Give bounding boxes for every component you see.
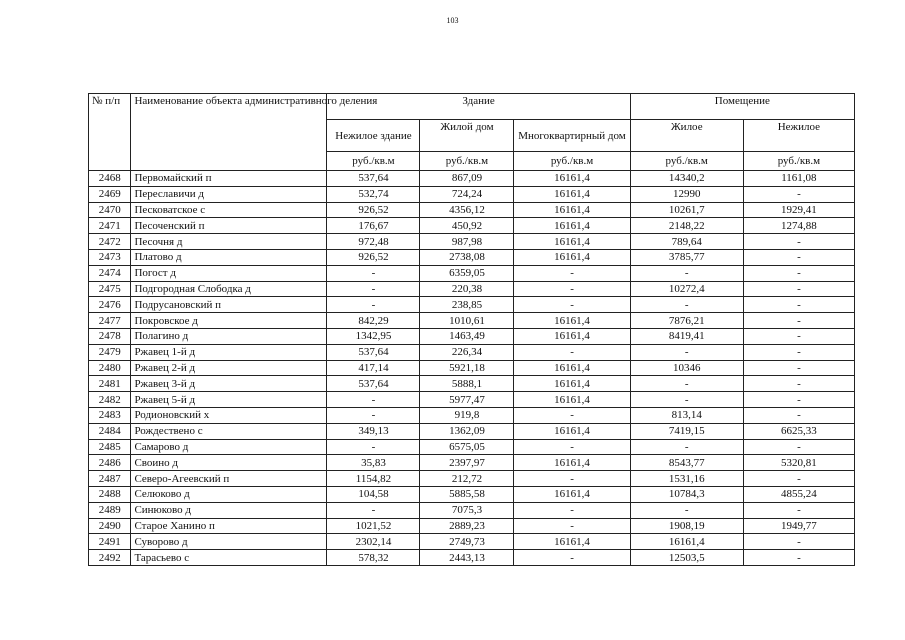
nonresidential-building-value: 1342,95 xyxy=(327,328,420,344)
apartment-building-value: - xyxy=(514,344,630,360)
object-name: Ржавец 2-й д xyxy=(131,360,327,376)
row-number: 2486 xyxy=(89,455,131,471)
residential-premises-value: - xyxy=(630,265,743,281)
table-row xyxy=(89,328,855,344)
nonresidential-premises-value: - xyxy=(743,328,854,344)
nonresidential-premises-value: 1929,41 xyxy=(743,202,854,218)
nonresidential-premises-value: - xyxy=(743,265,854,281)
apartment-building-value: - xyxy=(514,265,630,281)
row-number: 2470 xyxy=(89,202,131,218)
object-name: Песочня д xyxy=(131,234,327,250)
residential-house-value: 220,38 xyxy=(420,281,514,297)
object-name: Песоченский п xyxy=(131,218,327,234)
nonresidential-building-value: 926,52 xyxy=(327,202,420,218)
nonresidential-building-value: 176,67 xyxy=(327,218,420,234)
apartment-building-value: - xyxy=(514,297,630,313)
unit-label: руб./кв.м xyxy=(743,152,854,171)
residential-premises-value: 8419,41 xyxy=(630,328,743,344)
table-row xyxy=(89,234,855,250)
row-number: 2488 xyxy=(89,486,131,502)
residential-house-value: 2749,73 xyxy=(420,534,514,550)
unit-label: руб./кв.м xyxy=(327,152,420,171)
header-nonresidential-premises: Нежилое xyxy=(743,120,854,152)
object-name: Полагино д xyxy=(131,328,327,344)
nonresidential-building-value: 537,64 xyxy=(327,376,420,392)
header-row-number: № п/п xyxy=(89,94,131,171)
object-name: Рождествено с xyxy=(131,423,327,439)
apartment-building-value: 16161,4 xyxy=(514,202,630,218)
row-number: 2472 xyxy=(89,234,131,250)
nonresidential-premises-value: - xyxy=(743,234,854,250)
residential-premises-value: 1531,16 xyxy=(630,471,743,487)
residential-house-value: 1362,09 xyxy=(420,423,514,439)
row-number: 2481 xyxy=(89,376,131,392)
residential-premises-value: 7876,21 xyxy=(630,313,743,329)
header-premises-group: Помещение xyxy=(630,94,854,120)
residential-premises-value: 3785,77 xyxy=(630,249,743,265)
header-building-group: Здание xyxy=(327,94,630,120)
table-row xyxy=(89,486,855,502)
table-row xyxy=(89,171,855,187)
nonresidential-premises-value: - xyxy=(743,534,854,550)
residential-house-value: 2397,97 xyxy=(420,455,514,471)
row-number: 2479 xyxy=(89,344,131,360)
table-row xyxy=(89,550,855,566)
table-row xyxy=(89,249,855,265)
residential-house-value: 724,24 xyxy=(420,186,514,202)
residential-premises-value: 7419,15 xyxy=(630,423,743,439)
residential-house-value: 1463,49 xyxy=(420,328,514,344)
residential-premises-value: 813,14 xyxy=(630,407,743,423)
nonresidential-building-value: - xyxy=(327,281,420,297)
object-name: Селюково д xyxy=(131,486,327,502)
row-number: 2478 xyxy=(89,328,131,344)
row-number: 2476 xyxy=(89,297,131,313)
residential-house-value: 2889,23 xyxy=(420,518,514,534)
nonresidential-premises-value: 1161,08 xyxy=(743,171,854,187)
nonresidential-premises-value: - xyxy=(743,392,854,408)
residential-house-value: 2738,08 xyxy=(420,249,514,265)
table-row xyxy=(89,281,855,297)
row-number: 2491 xyxy=(89,534,131,550)
nonresidential-premises-value: 6625,33 xyxy=(743,423,854,439)
apartment-building-value: 16161,4 xyxy=(514,234,630,250)
residential-house-value: 226,34 xyxy=(420,344,514,360)
row-number: 2485 xyxy=(89,439,131,455)
header-object-name: Наименование объекта административного деления xyxy=(131,94,327,171)
nonresidential-building-value: 537,64 xyxy=(327,344,420,360)
residential-house-value: 5921,18 xyxy=(420,360,514,376)
nonresidential-building-value: - xyxy=(327,392,420,408)
nonresidential-building-value: - xyxy=(327,407,420,423)
nonresidential-premises-value: - xyxy=(743,502,854,518)
residential-premises-value: 14340,2 xyxy=(630,171,743,187)
row-number: 2474 xyxy=(89,265,131,281)
nonresidential-premises-value: - xyxy=(743,313,854,329)
nonresidential-premises-value: - xyxy=(743,439,854,455)
apartment-building-value: - xyxy=(514,281,630,297)
nonresidential-building-value: 842,29 xyxy=(327,313,420,329)
nonresidential-building-value: 1154,82 xyxy=(327,471,420,487)
row-number: 2483 xyxy=(89,407,131,423)
nonresidential-building-value: 2302,14 xyxy=(327,534,420,550)
object-name: Своино д xyxy=(131,455,327,471)
nonresidential-building-value: 926,52 xyxy=(327,249,420,265)
row-number: 2484 xyxy=(89,423,131,439)
object-name: Родионовский х xyxy=(131,407,327,423)
header-nonresidential-building: Нежилое здание xyxy=(327,120,420,152)
table-row xyxy=(89,502,855,518)
object-name: Ржавец 1-й д xyxy=(131,344,327,360)
table-body xyxy=(89,171,855,566)
unit-label: руб./кв.м xyxy=(630,152,743,171)
row-number: 2477 xyxy=(89,313,131,329)
apartment-building-value: 16161,4 xyxy=(514,249,630,265)
object-name: Самарово д xyxy=(131,439,327,455)
nonresidential-building-value: 972,48 xyxy=(327,234,420,250)
nonresidential-premises-value: - xyxy=(743,471,854,487)
residential-house-value: 987,98 xyxy=(420,234,514,250)
apartment-building-value: - xyxy=(514,518,630,534)
row-number: 2490 xyxy=(89,518,131,534)
table-row xyxy=(89,534,855,550)
apartment-building-value: 16161,4 xyxy=(514,186,630,202)
table-row xyxy=(89,360,855,376)
residential-premises-value: - xyxy=(630,297,743,313)
table-row xyxy=(89,186,855,202)
row-number: 2475 xyxy=(89,281,131,297)
table-row xyxy=(89,423,855,439)
table-row xyxy=(89,455,855,471)
residential-premises-value: - xyxy=(630,502,743,518)
page-number: 103 xyxy=(446,16,459,25)
table-row xyxy=(89,518,855,534)
nonresidential-premises-value: - xyxy=(743,186,854,202)
nonresidential-building-value: 417,14 xyxy=(327,360,420,376)
row-number: 2489 xyxy=(89,502,131,518)
row-number: 2469 xyxy=(89,186,131,202)
nonresidential-premises-value: 1949,77 xyxy=(743,518,854,534)
residential-premises-value: 10272,4 xyxy=(630,281,743,297)
object-name: Первомайский п xyxy=(131,171,327,187)
object-name: Платово д xyxy=(131,249,327,265)
object-name: Покровское д xyxy=(131,313,327,329)
residential-premises-value: 1908,19 xyxy=(630,518,743,534)
residential-house-value: 867,09 xyxy=(420,171,514,187)
nonresidential-premises-value: - xyxy=(743,297,854,313)
residential-premises-value: 12990 xyxy=(630,186,743,202)
row-number: 2468 xyxy=(89,171,131,187)
apartment-building-value: 16161,4 xyxy=(514,392,630,408)
nonresidential-building-value: 578,32 xyxy=(327,550,420,566)
nonresidential-premises-value: - xyxy=(743,376,854,392)
row-number: 2487 xyxy=(89,471,131,487)
residential-premises-value: 12503,5 xyxy=(630,550,743,566)
table-row xyxy=(89,392,855,408)
table-row xyxy=(89,202,855,218)
nonresidential-building-value: 1021,52 xyxy=(327,518,420,534)
nonresidential-premises-value: 4855,24 xyxy=(743,486,854,502)
residential-premises-value: - xyxy=(630,344,743,360)
object-name: Северо-Агеевский п xyxy=(131,471,327,487)
residential-house-value: 5888,1 xyxy=(420,376,514,392)
nonresidential-building-value: - xyxy=(327,439,420,455)
residential-house-value: 5977,47 xyxy=(420,392,514,408)
table-row xyxy=(89,471,855,487)
object-name: Подрусановский п xyxy=(131,297,327,313)
residential-house-value: 7075,3 xyxy=(420,502,514,518)
table-row xyxy=(89,313,855,329)
object-name: Подгородная Слободка д xyxy=(131,281,327,297)
residential-house-value: 238,85 xyxy=(420,297,514,313)
apartment-building-value: 16161,4 xyxy=(514,218,630,234)
table-row xyxy=(89,265,855,281)
row-number: 2482 xyxy=(89,392,131,408)
row-number: 2480 xyxy=(89,360,131,376)
nonresidential-building-value: 35,83 xyxy=(327,455,420,471)
nonresidential-premises-value: - xyxy=(743,360,854,376)
nonresidential-premises-value: 5320,81 xyxy=(743,455,854,471)
table-row xyxy=(89,439,855,455)
row-number: 2471 xyxy=(89,218,131,234)
residential-house-value: 212,72 xyxy=(420,471,514,487)
header-residential-premises: Жилое xyxy=(630,120,743,152)
nonresidential-premises-value: - xyxy=(743,249,854,265)
residential-house-value: 1010,61 xyxy=(420,313,514,329)
apartment-building-value: 16161,4 xyxy=(514,376,630,392)
residential-premises-value: - xyxy=(630,376,743,392)
object-name: Синюково д xyxy=(131,502,327,518)
nonresidential-building-value: - xyxy=(327,265,420,281)
apartment-building-value: 16161,4 xyxy=(514,171,630,187)
residential-premises-value: 2148,22 xyxy=(630,218,743,234)
header-apartment-building: Многоквартирный дом xyxy=(514,120,630,152)
apartment-building-value: 16161,4 xyxy=(514,534,630,550)
nonresidential-building-value: - xyxy=(327,502,420,518)
residential-house-value: 4356,12 xyxy=(420,202,514,218)
object-name: Тарасьево с xyxy=(131,550,327,566)
nonresidential-premises-value: - xyxy=(743,281,854,297)
object-name: Суворово д xyxy=(131,534,327,550)
residential-house-value: 919,8 xyxy=(420,407,514,423)
table-row xyxy=(89,218,855,234)
unit-label: руб./кв.м xyxy=(514,152,630,171)
residential-house-value: 450,92 xyxy=(420,218,514,234)
nonresidential-premises-value: 1274,88 xyxy=(743,218,854,234)
object-name: Песковатское с xyxy=(131,202,327,218)
table-row xyxy=(89,376,855,392)
object-name: Ржавец 5-й д xyxy=(131,392,327,408)
nonresidential-premises-value: - xyxy=(743,407,854,423)
cadastral-value-table xyxy=(88,93,855,566)
nonresidential-premises-value: - xyxy=(743,550,854,566)
object-name: Старое Ханино п xyxy=(131,518,327,534)
row-number: 2473 xyxy=(89,249,131,265)
table-header xyxy=(89,94,855,171)
residential-house-value: 2443,13 xyxy=(420,550,514,566)
apartment-building-value: - xyxy=(514,407,630,423)
object-name: Погост д xyxy=(131,265,327,281)
nonresidential-building-value: - xyxy=(327,297,420,313)
apartment-building-value: 16161,4 xyxy=(514,328,630,344)
residential-premises-value: 10784,3 xyxy=(630,486,743,502)
residential-premises-value: - xyxy=(630,439,743,455)
apartment-building-value: - xyxy=(514,439,630,455)
nonresidential-building-value: 104,58 xyxy=(327,486,420,502)
object-name: Переславичи д xyxy=(131,186,327,202)
residential-house-value: 6575,05 xyxy=(420,439,514,455)
apartment-building-value: 16161,4 xyxy=(514,486,630,502)
apartment-building-value: - xyxy=(514,550,630,566)
residential-house-value: 5885,58 xyxy=(420,486,514,502)
table-row xyxy=(89,407,855,423)
table-row xyxy=(89,344,855,360)
nonresidential-building-value: 532,74 xyxy=(327,186,420,202)
residential-house-value: 6359,05 xyxy=(420,265,514,281)
residential-premises-value: - xyxy=(630,392,743,408)
table-row xyxy=(89,297,855,313)
residential-premises-value: 789,64 xyxy=(630,234,743,250)
nonresidential-building-value: 349,13 xyxy=(327,423,420,439)
apartment-building-value: 16161,4 xyxy=(514,360,630,376)
nonresidential-premises-value: - xyxy=(743,344,854,360)
header-residential-house: Жилой дом xyxy=(420,120,514,152)
residential-premises-value: 8543,77 xyxy=(630,455,743,471)
apartment-building-value: - xyxy=(514,471,630,487)
residential-premises-value: 16161,4 xyxy=(630,534,743,550)
apartment-building-value: - xyxy=(514,502,630,518)
apartment-building-value: 16161,4 xyxy=(514,423,630,439)
apartment-building-value: 16161,4 xyxy=(514,313,630,329)
residential-premises-value: 10261,7 xyxy=(630,202,743,218)
apartment-building-value: 16161,4 xyxy=(514,455,630,471)
row-number: 2492 xyxy=(89,550,131,566)
nonresidential-building-value: 537,64 xyxy=(327,171,420,187)
residential-premises-value: 10346 xyxy=(630,360,743,376)
unit-label: руб./кв.м xyxy=(420,152,514,171)
object-name: Ржавец 3-й д xyxy=(131,376,327,392)
